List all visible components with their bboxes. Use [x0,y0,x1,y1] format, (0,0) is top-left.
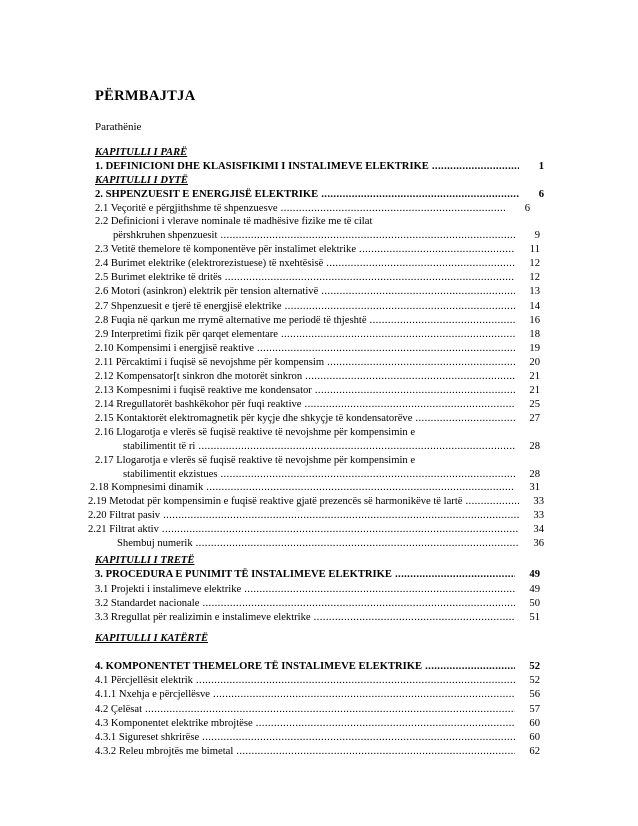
chapter-label: KAPITULLI I KATËRTË [95,633,209,644]
chapter-label: KAPITULLI I PARË [95,147,188,158]
toc-page-number: 60 [529,732,540,743]
toc-page-number: 9 [534,230,540,241]
toc-entry [88,509,544,523]
toc-entry-title: stabilimentit të ri [123,441,196,452]
toc-entry-title: 1. DEFINICIONI DHE KLASISFIKIMI I INSTALIMEVE ELEKTRIKE [95,161,429,172]
dot-leader [256,717,515,731]
toc-entry-title: 4.1.1 Nxehja e përcjellësve [95,689,211,700]
toc-entry-title: stabilimentit ekzistues [123,469,218,480]
dot-leader [327,356,515,370]
toc-page-number: 6 [524,203,530,214]
toc-entry-title: 2.18 Kompnesimi dinamik [90,482,204,493]
toc-entry-title: 4.1 Përcjellësit elektrik [95,675,193,686]
dot-leader [359,243,515,257]
dot-leader [305,370,515,384]
dot-leader [236,745,515,759]
toc-entry-title: 2.3 Vetitë themelore të komponentëve për instalimet elektrike [95,244,357,255]
toc-entry-title: 2.17 Llogarotja e vlerës së fuqisë reaktive të nevojshme për kompensimin e [95,455,416,466]
dot-leader [196,537,519,551]
toc-entry-title: 3.1 Projekti i instalimeve elektrike [95,584,242,595]
toc-page-number: 57 [529,704,540,715]
toc-entry-title: 2.14 Rregullatorët bashkëkohor për fuqi reaktive [95,399,302,410]
dot-leader [220,229,515,243]
toc-entry [95,731,540,745]
toc-entry-title: 2.13 Kompesnimi i fuqisë reaktive me kondensator [95,385,312,396]
toc-entry-title: 2.9 Interpretimi fizik për qarqet elementare [95,329,278,340]
toc-entry-title: 2.1 Veçoritë e përgjithshme të shpenzuesve [95,203,278,214]
dot-leader [145,703,515,717]
dot-leader [196,674,515,688]
chapter-label: KAPITULLI I DYTË [95,175,188,186]
toc-entry-title: 2.20 Filtrat pasiv [88,510,161,521]
toc-entry [95,745,540,759]
toc-entry-title: 4.2 Çelësat [95,704,143,715]
toc-page-number: 21 [529,371,540,382]
toc-entry-title: 2.6 Motori (asinkron) elektrik për tension alternativë [95,286,319,297]
dot-leader [198,440,515,454]
toc-entry [95,342,540,356]
toc-entry [95,412,540,426]
toc-page-number: 62 [529,746,540,757]
toc-entry-title: 3. PROCEDURA E PUNIMIT TË INSTALIMEVE ELEKTRIKE [95,569,392,580]
toc-page-number: 50 [529,598,540,609]
toc-entry-title: 2.8 Fuqia në qarkun me rrymë alternative me periodë të thjeshtë [95,315,367,326]
toc-page-number: 28 [529,441,540,452]
toc-entry-title: 2.19 Metodat për kompensimin e fuqisë reaktive gjatë prezencës së harmonikëve të lartë [88,496,463,507]
toc-entry [95,314,540,328]
toc-page-number: 56 [529,689,540,700]
toc-entry-title: 4.3 Komponentet elektrike mbrojtëse [95,718,253,729]
toc-entry [95,356,540,370]
dot-leader [321,188,519,202]
toc-entry-title: 2. SHPENZUESIT E ENERGJISË ELEKTRIKE [95,189,319,200]
dot-leader [163,509,519,523]
dot-leader [285,300,515,314]
toc-entry-title: 3.2 Standardet nacionale [95,598,200,609]
toc-page-number: 18 [529,329,540,340]
dot-leader [425,660,515,674]
toc-entry [95,384,540,398]
page-title: PËRMBAJTJA [95,88,196,104]
dot-leader [225,271,515,285]
toc-page-number: 21 [529,385,540,396]
toc-page-number: 6 [538,189,544,200]
dot-leader [162,523,519,537]
toc-page-number: 11 [529,244,540,255]
toc-entry [95,611,540,625]
dot-leader [305,398,515,412]
toc-page-number: 60 [529,718,540,729]
toc-entry-title: 2.11 Përcaktimi i fuqisë së nevojshme për kompensim [95,357,325,368]
dot-leader [213,688,515,702]
toc-entry [95,688,540,702]
toc-entry [95,257,540,271]
toc-entry [95,717,540,731]
toc-page-number: 25 [529,399,540,410]
toc-entry [95,202,530,216]
dot-leader [326,257,515,271]
toc-entry [95,568,540,582]
chapter-label: KAPITULLI I TRETË [95,555,195,566]
toc-page-number: 52 [529,661,540,672]
toc-page-number: 19 [529,343,540,354]
toc-entry [90,481,540,495]
toc-page-number: 36 [533,538,544,549]
toc-page-number: 34 [533,524,544,535]
toc-entry [95,215,530,229]
toc-entry-title: 4. KOMPONENTET THEMELORE TË INSTALIMEVE ELEKTRIKE [95,661,423,672]
toc-page-number: 20 [529,357,540,368]
preface-entry: Parathënie [95,121,142,133]
toc-entry [95,398,540,412]
toc-entry [95,597,540,611]
toc-page-number: 33 [533,496,544,507]
toc-page-number: 27 [529,413,540,424]
dot-leader [220,468,515,482]
toc-entry-title: 2.5 Burimet elektrike të dritës [95,272,222,283]
toc-entry-title: 2.12 Kompensator[t sinkron dhe motorët sinkron [95,371,303,382]
toc-entry-title: Shembuj numerik [117,538,193,549]
toc-page-number: 51 [529,612,540,623]
toc-entry [95,188,544,202]
toc-entry-title: 2.15 Kontaktorët elektromagnetik për kyçje dhe shkyçje të kondensatorëve [95,413,413,424]
dot-leader [202,597,515,611]
toc-page-number: 14 [529,301,540,312]
toc-page-number: 52 [529,675,540,686]
toc-entry-title: 2.10 Kompensimi i energjisë reaktive [95,343,254,354]
toc-entry-title: 2.16 Llogarotja e vlerës së fuqisë reaktive të nevojshme për kompensimin e [95,427,416,438]
toc-page-number: 49 [529,569,540,580]
toc-entry [95,160,544,174]
dot-leader [314,611,515,625]
toc-entry [95,703,540,717]
dot-leader [257,342,515,356]
dot-leader [244,583,515,597]
dot-leader [370,314,515,328]
toc-entry [88,495,544,509]
dot-leader [395,568,515,582]
toc-entry-title: 2.2 Definicioni i vlerave nominale të madhësive fizike me të cilat [95,216,373,227]
dot-leader [202,731,515,745]
toc-entry [123,440,540,454]
toc-page-number: 16 [529,315,540,326]
toc-page-number: 31 [529,482,540,493]
toc-page-number: 49 [529,584,540,595]
toc-entry [95,674,540,688]
toc-page-number: 33 [533,510,544,521]
toc-entry [95,583,540,597]
toc-entry-title: 2.21 Filtrat aktiv [88,524,159,535]
dot-leader [465,495,519,509]
toc-entry [88,523,544,537]
toc-entry [95,271,540,285]
toc-entry-title: 2.7 Shpenzuesit e tjerë të energjisë elektrike [95,301,282,312]
toc-page-number: 28 [529,469,540,480]
toc-entry [95,660,540,674]
toc-page-number: 12 [529,272,540,283]
toc-entry [95,285,540,299]
toc-page-number: 13 [529,286,540,297]
dot-leader [281,328,515,342]
toc-entry [113,229,540,243]
dot-leader [281,202,505,216]
toc-entry [95,328,540,342]
toc-entry-title: 4.3.1 Sigureset shkrirëse [95,732,200,743]
dot-leader [432,160,519,174]
toc-entry [95,243,540,257]
toc-entry-title: 3.3 Rregullat për realizimin e instalimeve elektrike [95,612,311,623]
toc-entry [123,468,540,482]
toc-entry [95,370,540,384]
toc-entry-title: 4.3.2 Releu mbrojtës me bimetal [95,746,234,757]
toc-entry [95,300,540,314]
dot-leader [415,412,515,426]
dot-leader [321,285,515,299]
toc-entry-title: përshkruhen shpenzuesit [113,230,218,241]
toc-page-number: 1 [538,161,544,172]
dot-leader [315,384,515,398]
toc-entry [95,426,540,440]
toc-entry [117,537,544,551]
toc-entry-title: 2.4 Burimet elektrike (elektrorezistuese) të nxehtësisë [95,258,324,269]
toc-entry [95,454,540,468]
dot-leader [206,481,515,495]
toc-page-number: 12 [529,258,540,269]
